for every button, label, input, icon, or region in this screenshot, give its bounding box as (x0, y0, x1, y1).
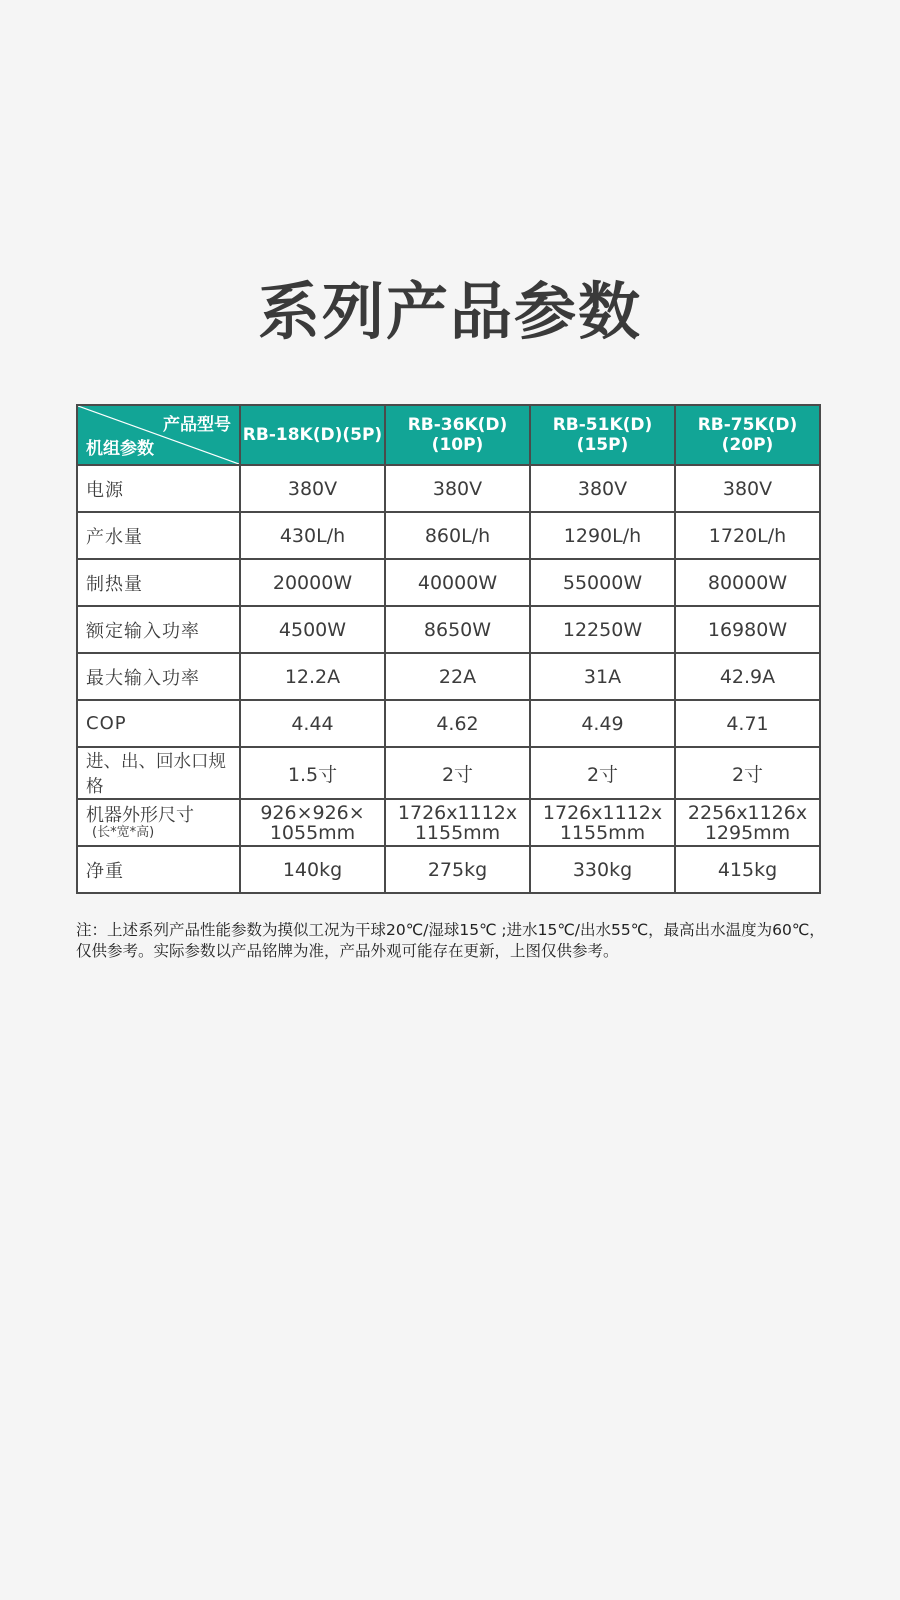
table-cell: 22A (385, 653, 530, 700)
dimension-line: 1295mm (704, 821, 791, 844)
corner-header-cell (77, 405, 240, 465)
dimension-line: 1055mm (269, 821, 356, 844)
row-label: 最大输入功率 (77, 653, 240, 700)
table-cell: 8650W (385, 606, 530, 653)
row-label: 净重 (77, 846, 240, 893)
model-header: RB-18K(D)(5P) (240, 405, 385, 465)
dimension-label: 机器外形尺寸 (86, 804, 194, 826)
table-cell: 860L/h (385, 512, 530, 559)
table-cell: 415kg (675, 846, 820, 893)
model-header: RB-75K(D)(20P) (675, 405, 820, 465)
table-row (77, 512, 820, 559)
dimension-line: 1726x1112x (542, 801, 663, 824)
row-label: 产水量 (77, 512, 240, 559)
table-row (77, 653, 820, 700)
row-label: 制热量 (77, 559, 240, 606)
row-label: COP (77, 700, 240, 747)
table-cell (675, 799, 820, 846)
table-cell: 55000W (530, 559, 675, 606)
table-cell: 42.9A (675, 653, 820, 700)
page-title: 系列产品参数 (257, 275, 642, 348)
table-cell: 2寸 (385, 747, 530, 799)
dimension-line: 2256x1126x (687, 801, 808, 824)
table-cell: 380V (675, 465, 820, 512)
corner-model-label: 产品型号 (163, 415, 231, 435)
row-label: 额定输入功率 (77, 606, 240, 653)
table-cell: 275kg (385, 846, 530, 893)
table-cell: 12.2A (240, 653, 385, 700)
dimension-sublabel: (长*宽*高) (92, 824, 155, 840)
table-cell: 1.5寸 (240, 747, 385, 799)
row-label: 电源 (77, 465, 240, 512)
table-row (77, 559, 820, 606)
footnote: 注：上述系列产品性能参数为摸似工况为干球20℃/湿球15℃ ;进水15℃/出水55℃，最高出水温度为60℃，仅供参考。实际参数以产品铭牌为准，产品外观可能存在更新，上图仅供参考。 (76, 921, 825, 960)
row-label (77, 799, 240, 846)
table-cell: 1290L/h (530, 512, 675, 559)
table-cell (240, 799, 385, 846)
corner-param-label: 机组参数 (86, 439, 154, 459)
table-row (77, 846, 820, 893)
table-cell: 380V (385, 465, 530, 512)
table-row (77, 700, 820, 747)
table-cell: 2寸 (530, 747, 675, 799)
table-cell: 20000W (240, 559, 385, 606)
table-cell: 430L/h (240, 512, 385, 559)
table-cell: 330kg (530, 846, 675, 893)
table-cell: 380V (530, 465, 675, 512)
table-cell: 4.44 (240, 700, 385, 747)
table-cell: 16980W (675, 606, 820, 653)
table-cell: 4.49 (530, 700, 675, 747)
table-cell: 1720L/h (675, 512, 820, 559)
table-cell: 80000W (675, 559, 820, 606)
row-label: 进、出、回水口规格 (77, 747, 240, 799)
table-cell: 4500W (240, 606, 385, 653)
table-cell: 31A (530, 653, 675, 700)
table-row-dimensions (77, 799, 820, 846)
table-cell: 2寸 (675, 747, 820, 799)
table-cell: 380V (240, 465, 385, 512)
table-cell: 4.71 (675, 700, 820, 747)
table-row (77, 465, 820, 512)
dimension-line: 1155mm (414, 821, 501, 844)
table-row (77, 747, 820, 799)
model-header: RB-51K(D)(15P) (530, 405, 675, 465)
model-header: RB-36K(D)(10P) (385, 405, 530, 465)
table-cell (530, 799, 675, 846)
table-row (77, 606, 820, 653)
table-cell: 40000W (385, 559, 530, 606)
spec-table (76, 404, 821, 894)
table-cell: 140kg (240, 846, 385, 893)
dimension-line: 1155mm (559, 821, 646, 844)
dimension-line: 1726x1112x (397, 801, 518, 824)
table-cell (385, 799, 530, 846)
header-row (77, 405, 820, 465)
table-cell: 4.62 (385, 700, 530, 747)
dimension-line: 926×926× (260, 801, 365, 824)
table-cell: 12250W (530, 606, 675, 653)
